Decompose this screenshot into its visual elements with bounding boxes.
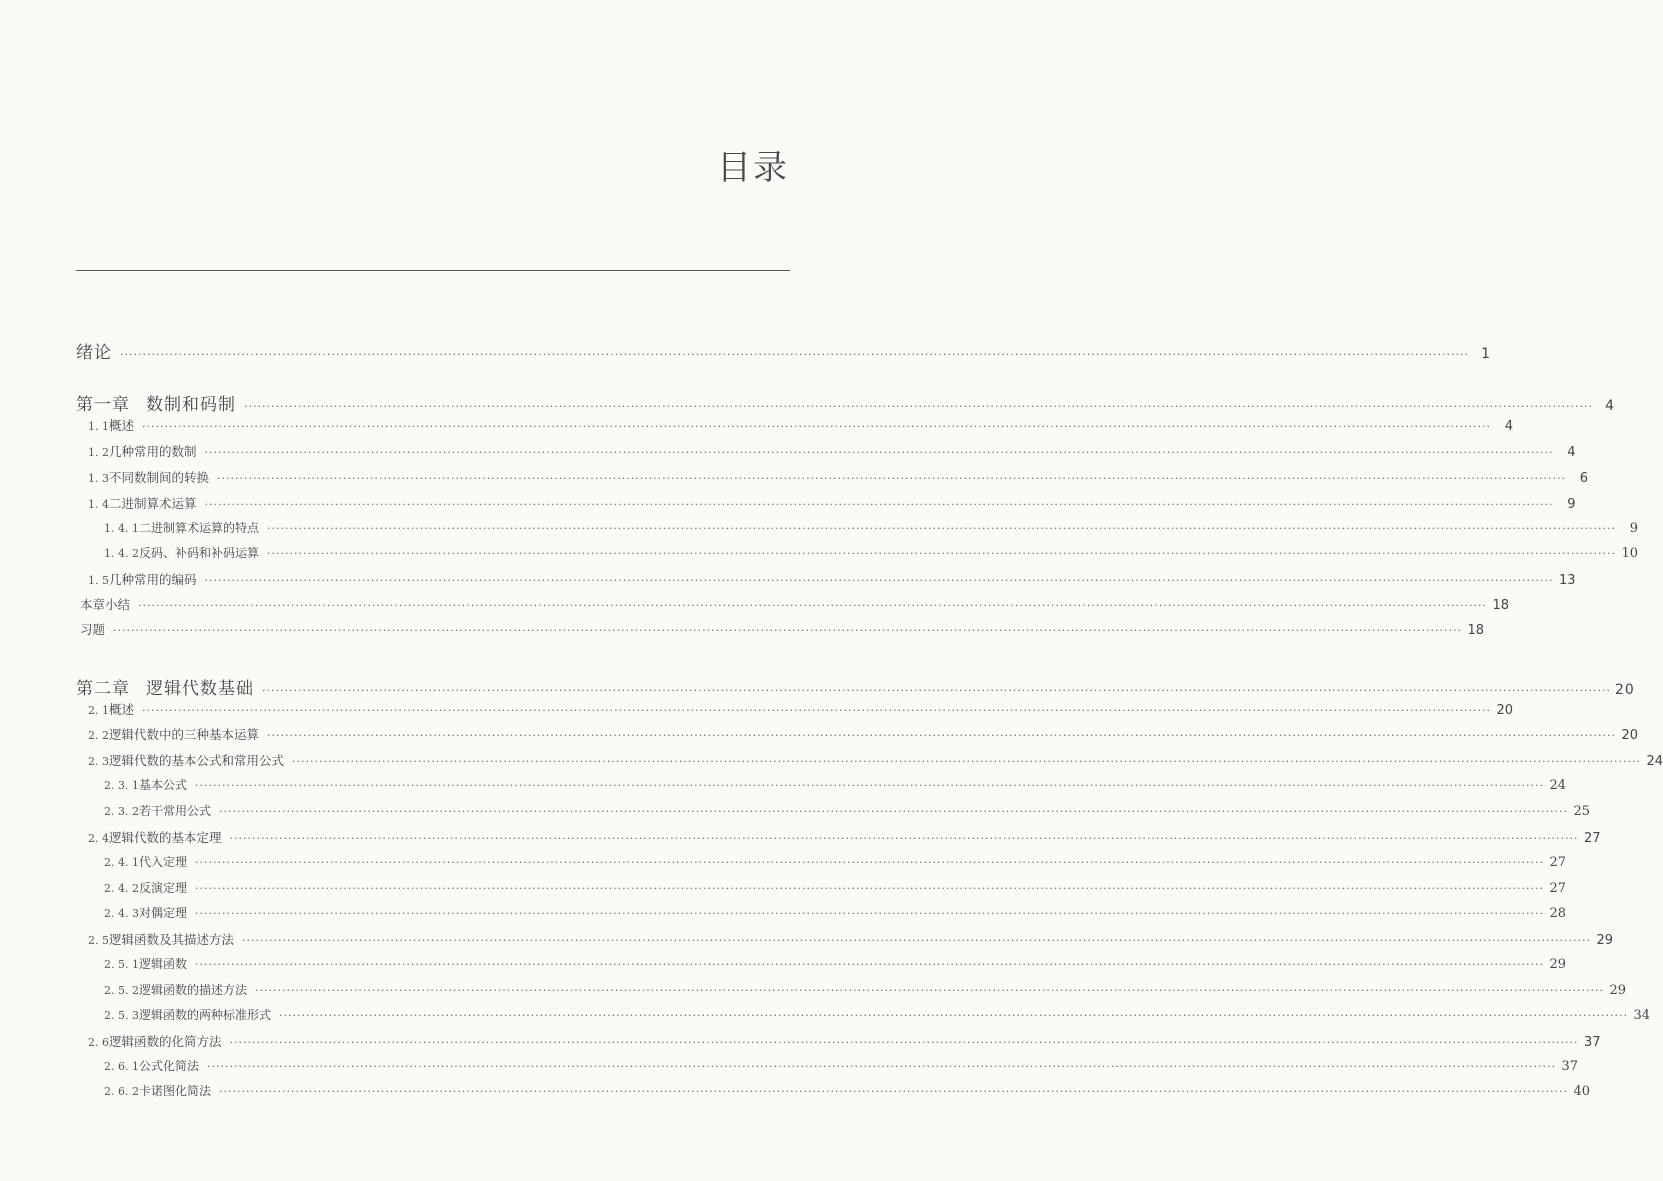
toc-entry[interactable] (88, 1032, 1601, 1050)
title-divider (76, 270, 790, 271)
page-title: 目录 (717, 148, 789, 188)
toc-entry-title: 逻辑函数的化简方法 (109, 1034, 222, 1049)
toc-entry[interactable] (88, 494, 1576, 512)
toc-entry-page: 24 (1646, 754, 1663, 769)
toc-entry[interactable] (104, 981, 1626, 998)
dot-leader: ············································································································································································································································································································ (204, 498, 1554, 511)
dot-leader: ············································································································································································································································································································ (195, 907, 1544, 920)
toc-entry-title: 逻辑代数中的三种基本运算 (109, 727, 260, 742)
dot-leader: ············································································································································································································································································································ (267, 522, 1616, 535)
dot-leader: ············································································································································································································································································································ (142, 420, 1491, 433)
dot-leader: ············································································································································································································································································································ (262, 684, 1611, 697)
dot-leader: ············································································································································································································································································································ (219, 1085, 1568, 1098)
toc-entry-title: 逻辑代数基础 (146, 679, 254, 699)
toc-entry[interactable] (88, 700, 1513, 718)
dot-leader: ············································································································································································································································································································ (142, 704, 1491, 717)
toc-entry-number: 1. 4. 1 (104, 522, 139, 535)
toc-entry-number: 2. 6. 2 (104, 1085, 139, 1098)
toc-entry-page: 40 (1573, 1084, 1590, 1099)
toc-entry-number: 第一章 (76, 395, 130, 415)
dot-leader: ············································································································································································································································································································ (113, 624, 1462, 637)
dot-leader: ············································································································································································································································································································ (195, 856, 1544, 869)
toc-entry-number: 2. 3. 1 (104, 779, 139, 792)
toc-entry-number: 2. 5 (88, 934, 109, 947)
toc-entry[interactable] (88, 828, 1601, 846)
toc-entry[interactable] (76, 674, 1635, 699)
toc-entry[interactable] (76, 390, 1615, 415)
toc-entry-title: 逻辑函数 (138, 957, 187, 971)
toc-entry-number: 2. 6. 1 (104, 1060, 139, 1073)
toc-entry-page: 9 (1567, 497, 1576, 512)
toc-entry-page: 28 (1549, 906, 1566, 921)
toc-entry[interactable] (88, 725, 1638, 743)
dot-leader: ············································································································································································································································································································ (204, 574, 1554, 587)
toc-entry[interactable] (104, 879, 1566, 896)
dot-leader: ············································································································································································································································································································ (229, 1036, 1579, 1049)
toc-entry-number: 2. 6 (88, 1036, 109, 1049)
toc-entry-page: 37 (1583, 1035, 1601, 1050)
toc-entry-title: 习题 (80, 622, 106, 637)
toc-entry-page: 24 (1549, 778, 1566, 793)
dot-leader: ············································································································································································································································································································ (207, 1060, 1556, 1073)
toc-entry-number: 第二章 (76, 679, 130, 699)
toc-entry-page: 6 (1579, 471, 1588, 486)
toc-entry-title: 公式化简法 (138, 1059, 199, 1073)
toc-entry-page: 13 (1558, 573, 1576, 588)
dot-leader: ············································································································································································································································································································ (219, 805, 1568, 818)
toc-entry-page: 20 (1496, 703, 1513, 718)
toc-entry-number: 2. 5. 1 (104, 958, 139, 971)
toc-entry[interactable] (88, 930, 1613, 948)
toc-entry-page: 1 (1481, 346, 1491, 362)
toc-entry[interactable] (104, 776, 1566, 793)
toc-entry[interactable] (88, 416, 1513, 434)
toc-entry-title: 逻辑代数的基本定理 (109, 830, 222, 845)
toc-entry-title: 逻辑函数的描述方法 (138, 983, 247, 997)
toc-entry-page: 37 (1561, 1059, 1578, 1074)
dot-leader: ············································································································································································································································································································ (204, 446, 1554, 459)
toc-entry-title: 逻辑函数及其描述方法 (109, 932, 235, 947)
dot-leader: ············································································································································································································································································································ (255, 984, 1604, 997)
dot-leader: ············································································································································································································································································································ (195, 779, 1544, 792)
dot-leader: ············································································································································································································································································································ (195, 958, 1544, 971)
toc-entry-number: 2. 4. 3 (104, 907, 139, 920)
toc-entry-page: 4 (1567, 445, 1576, 460)
toc-entry-title: 代入定理 (138, 855, 187, 869)
toc-entry-number: 2. 5. 2 (104, 984, 139, 997)
toc-entry-number: 2. 2 (88, 729, 109, 742)
dot-leader: ············································································································································································································································································································ (242, 934, 1591, 947)
toc-entry-page: 18 (1467, 623, 1484, 638)
toc-entry-title: 卡诺图化简法 (138, 1084, 211, 1098)
dot-leader: ············································································································································································································································································································ (138, 599, 1487, 612)
toc-entry-title: 本章小结 (80, 597, 131, 612)
toc-entry-number: 2. 3 (88, 755, 109, 768)
toc-entry-page: 20 (1621, 728, 1638, 743)
toc-entry-number: 1. 3 (88, 472, 109, 485)
toc-entry-page: 4 (1504, 419, 1513, 434)
dot-leader: ············································································································································································································································································································ (279, 1009, 1628, 1022)
toc-entry-title: 几种常用的数制 (109, 444, 197, 459)
dot-leader: ············································································································································································································································································································ (292, 755, 1641, 768)
toc-entry-title: 几种常用的编码 (109, 572, 197, 587)
toc-entry-number: 1. 2 (88, 446, 109, 459)
toc-entry[interactable] (80, 595, 1509, 613)
toc-entry[interactable] (104, 1082, 1590, 1099)
toc-entry[interactable] (104, 955, 1566, 972)
toc-entry[interactable] (88, 570, 1576, 588)
toc-entry-title: 绪论 (76, 343, 112, 363)
toc-entry[interactable] (104, 853, 1566, 870)
toc-entry-title: 数制和码制 (146, 395, 236, 415)
toc-entry[interactable] (88, 442, 1576, 460)
toc-entry-title: 二进制算术运算的特点 (138, 521, 259, 535)
toc-entry-page: 4 (1605, 398, 1615, 414)
toc-entry[interactable] (104, 519, 1638, 536)
toc-entry[interactable] (104, 1006, 1650, 1023)
toc-entry-title: 反演定理 (138, 881, 187, 895)
dot-leader: ············································································································································································································································································································ (120, 348, 1469, 361)
dot-leader: ············································································································································································································································································································ (217, 472, 1566, 485)
toc-entry-number: 2. 1 (88, 704, 109, 717)
toc-entry[interactable] (104, 544, 1638, 561)
dot-leader: ············································································································································································································································································································ (195, 882, 1544, 895)
toc-entry-page: 9 (1629, 521, 1638, 536)
toc-entry-title: 二进制算术运算 (109, 496, 197, 511)
toc-entry-title: 逻辑代数的基本公式和常用公式 (109, 753, 285, 768)
dot-leader: ············································································································································································································································································································ (229, 832, 1579, 845)
toc-entry[interactable] (76, 338, 1491, 363)
toc-entry[interactable] (80, 620, 1484, 638)
toc-entry-number: 2. 5. 3 (104, 1009, 139, 1022)
toc-entry-number: 2. 4. 1 (104, 856, 139, 869)
toc-entry-number: 2. 4. 2 (104, 882, 139, 895)
toc-entry[interactable] (104, 802, 1590, 819)
toc-entry-title: 概述 (109, 702, 135, 717)
toc-entry-page: 25 (1573, 804, 1590, 819)
toc-entry-page: 27 (1549, 855, 1566, 870)
toc-entry-number: 2. 3. 2 (104, 805, 139, 818)
toc-entry-number: 2. 4 (88, 832, 109, 845)
toc-entry[interactable] (104, 1057, 1578, 1074)
toc-entry-title: 逻辑函数的两种标准形式 (138, 1008, 271, 1022)
toc-entry[interactable] (104, 904, 1566, 921)
toc-entry-page: 27 (1549, 881, 1566, 896)
toc-entry[interactable] (88, 468, 1588, 486)
toc-entry-page: 29 (1596, 933, 1613, 948)
toc-entry-page: 10 (1621, 546, 1638, 561)
toc-entry-number: 1. 4 (88, 498, 109, 511)
toc-entry-title: 不同数制间的转换 (109, 470, 210, 485)
toc-entry-title: 对偶定理 (138, 906, 187, 920)
dot-leader: ············································································································································································································································································································ (267, 729, 1616, 742)
toc-entry-number: 1. 5 (88, 574, 109, 587)
toc-entry-title: 若干常用公式 (138, 804, 211, 818)
toc-entry-number: 1. 4. 2 (104, 547, 139, 560)
toc-entry-title: 概述 (109, 418, 135, 433)
toc-entry-page: 18 (1492, 598, 1509, 613)
toc-entry-page: 34 (1633, 1008, 1650, 1023)
dot-leader: ············································································································································································································································································································ (267, 547, 1616, 560)
toc-entry-title: 基本公式 (138, 778, 187, 792)
toc-entry-page: 27 (1583, 831, 1601, 846)
toc-entry-page: 29 (1609, 983, 1626, 998)
toc-entry[interactable] (88, 751, 1663, 769)
toc-entry-number: 1. 1 (88, 420, 109, 433)
dot-leader: ············································································································································································································································································································ (244, 400, 1593, 413)
toc-entry-page: 29 (1549, 957, 1566, 972)
toc-entry-title: 反码、补码和补码运算 (138, 546, 259, 560)
toc-entry-page: 20 (1614, 682, 1635, 698)
